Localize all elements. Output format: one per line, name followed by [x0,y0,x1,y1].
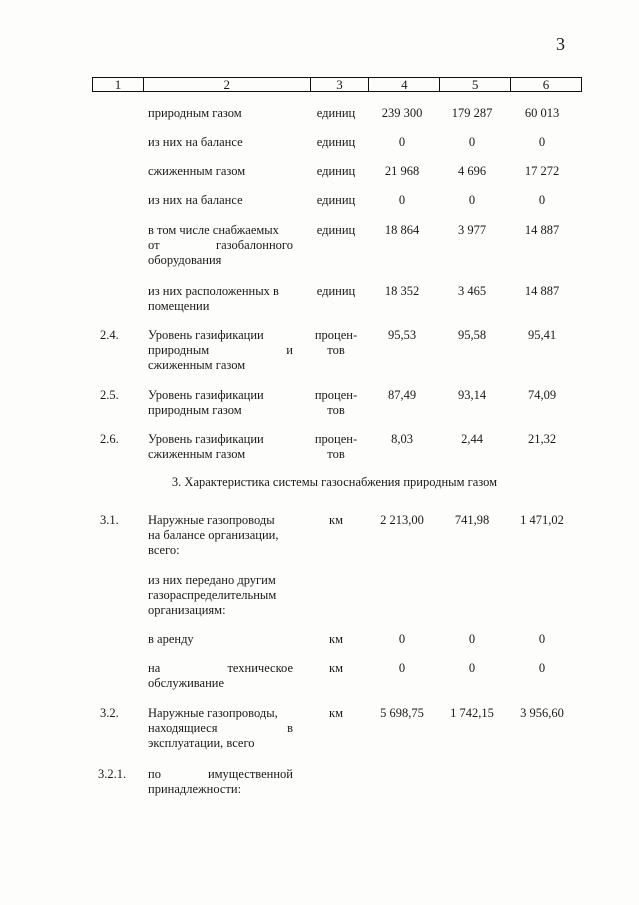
row-value-6: 14 887 [524,223,560,237]
section-title: 3. Характеристика системы газоснабжения природным газом [171,475,498,489]
row-value-4: 239 300 [381,106,423,120]
row-name [148,223,293,268]
row-value-5: 741,98 [454,513,490,527]
col-header-3: 3 [310,78,369,92]
row-name [148,284,293,314]
row-name-word: на [148,661,161,675]
row-value-5: 4 696 [457,164,487,178]
page-number: 3 [556,34,565,54]
row-name: природным газом [148,106,242,120]
row-name-line [148,223,293,238]
row-unit: единиц [316,135,356,149]
row-value-6: 74,09 [527,388,557,402]
row-value-5: 93,14 [457,388,487,402]
row-number: 2.5. [100,388,119,402]
row-name-word: газобалонного [216,238,293,252]
row-number: 3.2. [100,706,119,720]
row-name-text: на балансе организации, [148,528,279,542]
row-unit-text: процен- [314,432,358,446]
row-value-4: 18 352 [384,284,420,298]
row-unit-text: процен- [314,328,358,342]
row-value-5: 0 [468,193,476,207]
row-unit-text: тов [327,403,345,417]
row-value-6: 0 [538,135,546,149]
row-name-text: обслуживание [148,676,225,690]
row-name-text: Уровень газификации [148,388,264,402]
row-name [148,706,293,751]
row-unit: км [329,513,343,527]
row-name-text: всего: [148,543,180,557]
row-name-word: находящиеся [148,721,218,735]
row-unit [306,388,366,418]
row-unit: км [329,661,343,675]
row-value-6: 17 272 [524,164,560,178]
row-name-text: из них передано другим [148,573,276,587]
row-name-word: техническое [227,661,293,675]
row-value-6: 0 [538,632,546,646]
row-name-word: и [286,343,293,357]
row-value-5: 95,58 [457,328,487,342]
row-name-text: эксплуатации, всего [148,736,255,750]
row-value-4: 0 [398,661,406,675]
row-name [148,573,293,618]
row-value-6: 0 [538,193,546,207]
row-name-line [148,238,293,253]
row-name [148,661,293,691]
row-value-5: 0 [468,661,476,675]
row-unit: единиц [316,223,356,237]
row-name-text: Наружные газопроводы [148,513,275,527]
row-name-text: сжиженным газом [148,447,246,461]
row-unit: единиц [316,284,356,298]
row-name-text: газораспределительным [148,588,277,602]
col-header-5: 5 [440,78,511,92]
row-name-line [148,661,293,676]
col-header-6: 6 [511,78,582,92]
row-value-6: 21,32 [527,432,557,446]
row-name: в аренду [148,632,194,646]
row-name-text: принадлежности: [148,782,242,796]
row-name-text: Наружные газопроводы, [148,706,278,720]
row-name: из них на балансе [148,193,243,207]
row-value-6: 14 887 [524,284,560,298]
row-name: из них на балансе [148,135,243,149]
row-value-5: 3 977 [457,223,487,237]
row-unit [306,328,366,358]
row-unit-text: тов [327,447,345,461]
row-name-text: Уровень газификации [148,328,264,342]
row-name-line [148,721,293,736]
column-header-row [92,77,582,92]
row-name [148,328,293,373]
row-value-4: 0 [398,193,406,207]
row-unit: км [329,632,343,646]
row-name: сжиженным газом [148,164,246,178]
col-header-1: 1 [93,78,144,92]
row-value-6: 60 013 [524,106,560,120]
row-value-4: 0 [398,632,406,646]
row-value-6: 0 [538,661,546,675]
row-name-text: организациям: [148,603,226,617]
row-value-4: 87,49 [387,388,417,402]
row-name-text: оборудования [148,253,222,267]
row-name-word: природным [148,343,210,357]
row-unit [306,432,366,462]
row-value-4: 95,53 [387,328,417,342]
row-name-word: от [148,238,160,252]
row-name-text: в том числе снабжаемых [148,223,279,237]
row-value-5: 2,44 [461,432,483,446]
row-value-4: 21 968 [384,164,420,178]
row-number: 2.6. [100,432,119,446]
row-name-text: Уровень газификации [148,432,264,446]
row-value-5: 1 742,15 [450,706,494,720]
row-unit-text: тов [327,343,345,357]
row-value-6: 95,41 [527,328,557,342]
row-value-5: 0 [468,135,476,149]
col-header-4: 4 [369,78,440,92]
row-name-text: из них расположенных в [148,284,279,298]
row-value-4: 5 698,75 [380,706,424,720]
row-name [148,767,293,797]
row-name [148,432,293,462]
row-number: 3.1. [100,513,119,527]
row-value-5: 179 287 [451,106,493,120]
row-name-word: в [287,721,293,735]
row-unit: единиц [316,193,356,207]
row-number: 3.2.1. [98,767,127,781]
row-value-4: 2 213,00 [380,513,424,527]
row-name-text: сжиженным газом [148,358,246,372]
row-name-word: имущественной [207,767,293,781]
row-value-4: 0 [398,135,406,149]
row-name-text: помещении [148,299,210,313]
row-name-line [148,343,293,358]
row-value-4: 8,03 [391,432,413,446]
row-name [148,388,293,418]
row-value-5: 3 465 [457,284,487,298]
row-unit: единиц [316,164,356,178]
row-value-6: 3 956,60 [520,706,564,720]
row-unit-text: процен- [314,388,358,402]
col-header-2: 2 [143,78,310,92]
row-value-5: 0 [468,632,476,646]
row-name-word: по [148,767,161,781]
row-number: 2.4. [100,328,119,342]
row-unit: км [329,706,343,720]
row-name-text: природным газом [148,403,242,417]
row-value-4: 18 864 [384,223,420,237]
row-name [148,513,293,558]
row-value-6: 1 471,02 [520,513,564,527]
row-unit: единиц [316,106,356,120]
row-name-line [148,767,293,782]
